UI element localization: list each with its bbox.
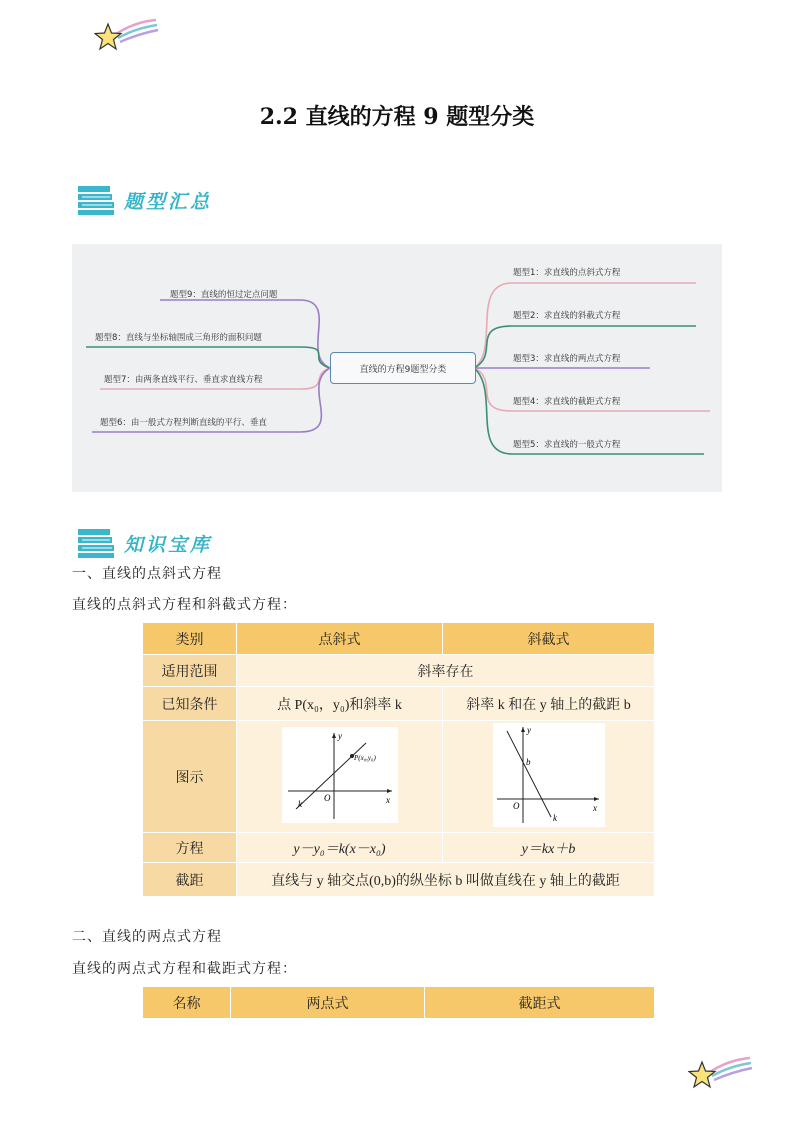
section-heading-label: 知识宝库 xyxy=(124,533,213,556)
section-heading-knowledge xyxy=(76,525,212,561)
formula-table-1 xyxy=(142,622,655,897)
graph-label-origin: O xyxy=(323,792,330,803)
mindmap-node-right-5: 题型5：求直线的一般式方程 xyxy=(513,440,621,450)
section-heading-label: 题型汇总 xyxy=(124,190,213,213)
formula-table-2 xyxy=(142,986,655,1019)
graph-label-point: P(x₀,y₀) xyxy=(353,753,376,762)
graph-label-b: b xyxy=(525,756,530,767)
graph-slope-intercept xyxy=(493,723,605,827)
cell-figure-point-slope xyxy=(237,721,443,833)
graph-label-x: x xyxy=(385,794,390,805)
mindmap-node-left-8: 题型8：直线与坐标轴围成三角形的面积问题 xyxy=(95,333,262,343)
graph-label-k: k xyxy=(552,812,557,823)
cell-condition-point-slope: 点 P(x₀，y₀)和斜率 k xyxy=(237,687,443,721)
row-label-condition: 已知条件 xyxy=(143,687,237,721)
subsection-title-2: 二、直线的两点式方程 xyxy=(72,929,222,945)
table-header-cell: 斜截式 xyxy=(443,623,655,655)
mindmap-node-right-3: 题型3：求直线的两点式方程 xyxy=(513,354,621,364)
table-header-cell: 两点式 xyxy=(231,987,425,1019)
mindmap-node-right-2: 题型2：求直线的斜截式方程 xyxy=(513,311,621,321)
mindmap-node-right-1: 题型1：求直线的点斜式方程 xyxy=(513,268,621,278)
graph-label-y: y xyxy=(337,730,342,741)
subsection-title-1: 一、直线的点斜式方程 xyxy=(72,566,222,582)
table-header-cell: 截距式 xyxy=(425,987,655,1019)
graph-label-x: x xyxy=(592,802,597,813)
cell-equation-slope-intercept: y＝kx＋b xyxy=(443,833,655,863)
mindmap-node-left-6: 题型6：由一般式方程判断直线的平行、垂直 xyxy=(100,418,267,428)
mindmap-node-right-4: 题型4：求直线的截距式方程 xyxy=(513,397,621,407)
page-title: 2.2 直线的方程 9 题型分类 xyxy=(259,104,535,130)
table-header-cell: 名称 xyxy=(143,987,231,1019)
cell-scope-value: 斜率存在 xyxy=(237,655,655,687)
cell-figure-slope-intercept xyxy=(443,721,655,833)
intro-text-2: 直线的两点式方程和截距式方程： xyxy=(72,961,297,977)
graph-label-k: k xyxy=(297,798,302,809)
graph-point-slope xyxy=(282,727,398,823)
intro-text-1: 直线的点斜式方程和斜截式方程： xyxy=(72,597,297,613)
cell-intercept-definition: 直线与 y 轴交点(0,b)的纵坐标 b 叫做直线在 y 轴上的截距 xyxy=(237,863,655,897)
row-label-intercept: 截距 xyxy=(143,863,237,897)
mindmap-node-left-7: 题型7：由两条直线平行、垂直求直线方程 xyxy=(104,375,263,385)
mindmap-center-node: 直线的方程9题型分类 xyxy=(330,352,476,384)
cell-condition-slope-intercept: 斜率 k 和在 y 轴上的截距 b xyxy=(443,687,655,721)
table-header-cell: 类别 xyxy=(143,623,237,655)
row-label-figure: 图示 xyxy=(143,721,237,833)
books-icon xyxy=(76,527,116,559)
row-label-scope: 适用范围 xyxy=(143,655,237,687)
graph-label-y: y xyxy=(526,724,531,735)
cell-equation-point-slope: y－y₀＝k(x－x₀) xyxy=(237,833,443,863)
table-header-cell: 点斜式 xyxy=(237,623,443,655)
graph-label-origin: O xyxy=(512,800,519,811)
mindmap-node-left-9: 题型9：直线的恒过定点问题 xyxy=(170,290,278,300)
row-label-equation: 方程 xyxy=(143,833,237,863)
